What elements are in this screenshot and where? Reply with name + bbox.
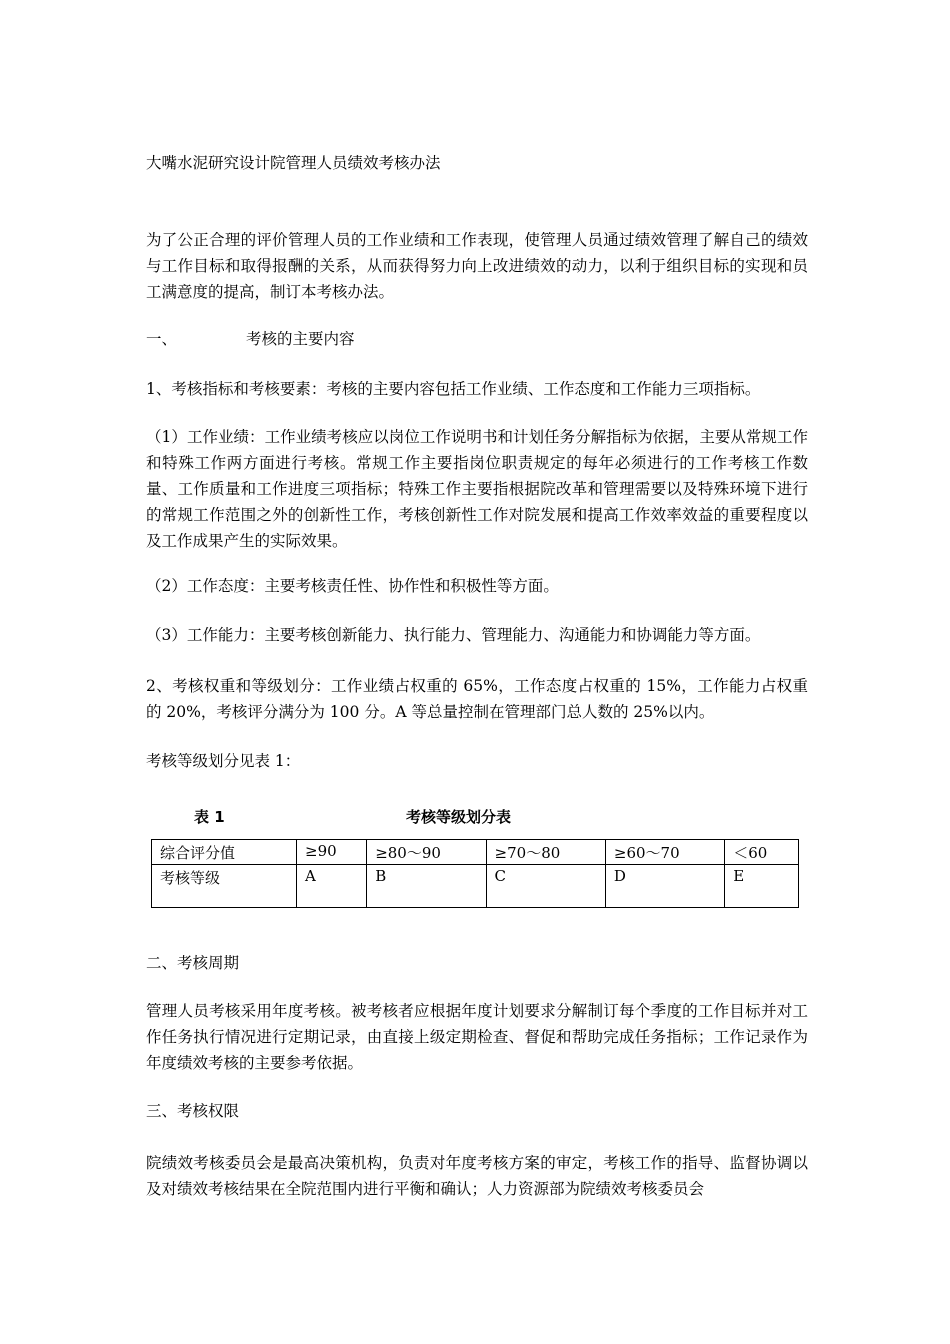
table-cell: ＜60	[725, 840, 799, 865]
table-cell: ≥70～80	[486, 840, 605, 865]
table-title: 考核等级划分表	[406, 808, 512, 826]
table-label: 表 1	[194, 808, 225, 826]
table-cell: A	[297, 865, 367, 908]
table-reference: 考核等级划分见表 1：	[146, 752, 301, 770]
table-row	[152, 865, 799, 908]
table-cell: B	[367, 865, 486, 908]
section-3-heading: 三、考核权限	[146, 1102, 240, 1120]
item-2-paragraph: 2、考核权重和等级划分：工作业绩占权重的 65%，工作态度占权重的 15%，工作能力占权重的 20%，考核评分满分为 100 分。A 等总量控制在管理部门总人数的 25%以内。	[146, 677, 808, 721]
section-2-heading: 二、考核周期	[146, 954, 240, 972]
table-cell: 考核等级	[152, 865, 297, 908]
section-2-paragraph: 管理人员考核采用年度考核。被考核者应根据年度计划要求分解制订每个季度的工作目标并对工作任务执行情况进行定期记录，由直接上级定期检查、督促和帮助完成任务指标；工作记录作为年度绩效考核的主要参考依据。	[146, 1002, 808, 1072]
intro-paragraph: 为了公正合理的评价管理人员的工作业绩和工作表现，使管理人员通过绩效管理了解自己的绩效与工作目标和取得报酬的关系，从而获得努力向上改进绩效的动力，以利于组织目标的实现和员工满意度的提高，制订本考核办法。	[146, 231, 808, 301]
table-cell: ≥60～70	[605, 840, 724, 865]
sub-item-1-paragraph: （1）工作业绩：工作业绩考核应以岗位工作说明书和计划任务分解指标为依据，主要从常规工作和特殊工作两方面进行考核。常规工作主要指岗位职责规定的每年必须进行的工作考核工作数量、工作质量和工作进度三项指标；特殊工作主要指根据院改革和管理需要以及特殊环境下进行的常规工作范围之外的创新性工作，考核创新性工作对院发展和提高工作效率效益的重要程度以及工作成果产生的实际效果。	[146, 428, 808, 550]
table-cell: E	[725, 865, 799, 908]
table-cell: D	[605, 865, 724, 908]
section-1-heading	[146, 326, 808, 352]
table-cell: C	[486, 865, 605, 908]
section-1-title: 考核的主要内容	[246, 330, 355, 348]
item-1-paragraph: 1、考核指标和考核要素：考核的主要内容包括工作业绩、工作态度和工作能力三项指标。	[146, 380, 761, 398]
sub-item-2-paragraph: （2）工作态度：主要考核责任性、协作性和积极性等方面。	[146, 577, 559, 595]
section-3-paragraph: 院绩效考核委员会是最高决策机构，负责对年度考核方案的审定，考核工作的指导、监督协调以及对绩效考核结果在全院范围内进行平衡和确认；人力资源部为院绩效考核委员会	[146, 1154, 808, 1198]
table-row	[152, 840, 799, 865]
section-1-number: 一、	[146, 330, 178, 348]
sub-item-3-paragraph: （3）工作能力：主要考核创新能力、执行能力、管理能力、沟通能力和协调能力等方面。	[146, 626, 761, 644]
table-cell: ≥80～90	[367, 840, 486, 865]
document-title: 大嘴水泥研究设计院管理人员绩效考核办法	[146, 154, 441, 172]
grade-table	[151, 839, 799, 908]
table-cell: 综合评分值	[152, 840, 297, 865]
table-cell: ≥90	[297, 840, 367, 865]
table-caption	[146, 806, 808, 830]
